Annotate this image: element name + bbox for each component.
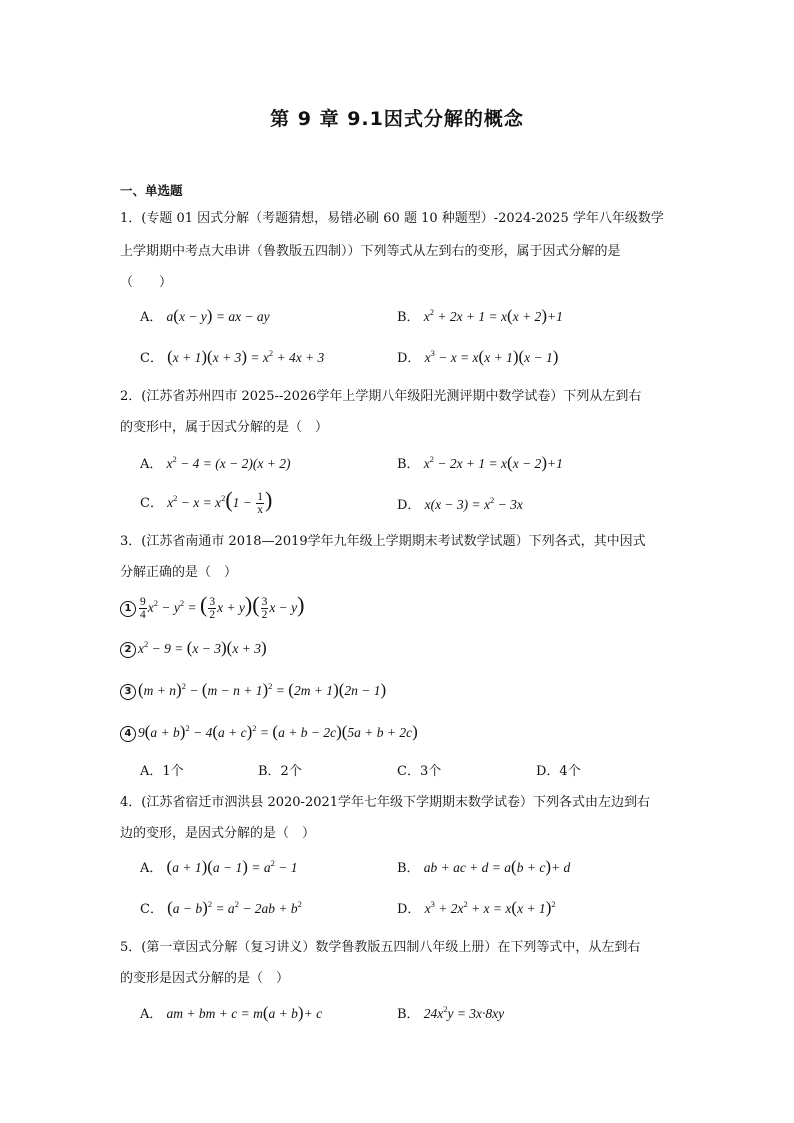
option-label: D．	[397, 498, 421, 513]
circled-number: 3	[120, 684, 136, 700]
q5-option-a[interactable]: A． am + bm + c = m(a + b)+ c	[140, 1003, 323, 1022]
q3-statement-3: 3 $(m + n)^2 - (m - n + 1)^2 = (2m + 1)(2n - 1)$	[120, 680, 386, 700]
section-heading: 一、单选题	[120, 183, 183, 198]
q3-statement-2: 2 $x^2 - 9 = (x - 3)(x + 3)$	[120, 638, 267, 658]
q1-option-b[interactable]: B． $x^2 + 2x + 1 = x(x + 2)+1$	[397, 306, 563, 325]
option-label: A．	[140, 310, 163, 325]
q2-line1: 2．(江苏省苏州四市 2025--2026学年上学期八年级阳光测评期中数学试卷）下列从左到右	[120, 389, 642, 404]
page-title: 第 9 章 9.1因式分解的概念	[270, 108, 524, 130]
q2-option-c[interactable]: C． $x^2 - x = x^2(1$ − $\frac{1}{x}$ )	[140, 487, 273, 517]
q4-option-a[interactable]: A． $(a + 1)(a - 1) = a^2 - 1$	[140, 857, 298, 876]
q5-line2: 的变形是因式分解的是（ ）	[120, 971, 290, 986]
q1-line3: （ ）	[120, 275, 173, 290]
q1-option-c[interactable]: C． $(x + 1)(x + 3) = x^2 + 4x + 3$	[140, 347, 325, 366]
q1-option-d[interactable]: D． $x^3 - x = x(x + 1)(x - 1)$	[397, 347, 559, 366]
q1-line2: 上学期期中考点大串讲（鲁教版五四制））下列等式从左到右的变形，属于因式分解的是	[120, 244, 621, 259]
q2-option-d[interactable]: D． $x(x - 3) = x^2 - 3x$	[397, 495, 523, 513]
option-label: B．	[397, 1007, 420, 1022]
q2-line2: 的变形中，属于因式分解的是（ ）	[120, 420, 329, 435]
option-label: C．	[140, 351, 163, 366]
option-label: D．	[397, 902, 421, 917]
circled-number: 4	[120, 726, 136, 742]
circled-number: 1	[120, 601, 136, 617]
q2-option-a[interactable]: A． $x^2 - 4 = (x - 2)(x + 2)$	[140, 454, 291, 472]
q4-option-c[interactable]: C． $(a - b)^2 = a^2 - 2ab + b^2$	[140, 898, 302, 917]
circled-number: 2	[120, 642, 136, 658]
option-label: B．	[397, 310, 420, 325]
q3-line2: 分解正确的是（ ）	[120, 565, 238, 580]
option-label: A．	[140, 861, 163, 876]
option-label: B．	[397, 861, 420, 876]
q4-line2: 边的变形，是因式分解的是（ ）	[120, 826, 316, 841]
option-label: D．	[397, 351, 421, 366]
q1-line1: 1．(专题 01 因式分解（考题猜想，易错必刷 60 题 10 种题型）-2024-2025 学年八年级数学	[120, 211, 664, 226]
q4-line1: 4．(江苏省宿迁市泗洪县 2020-2021学年七年级下学期期末数学试卷）下列各式由左边到右	[120, 795, 651, 810]
option-label: A．	[140, 457, 163, 472]
q3-option-b[interactable]: B．2个	[258, 764, 302, 779]
q3-option-d[interactable]: D．4个	[536, 764, 581, 779]
q3-option-c[interactable]: C．3个	[397, 764, 442, 779]
q3-statement-1: 1 $\frac{9}{4}$ $x^2 - y^2$ = ( $\frac{3}{2}$ x + y)( $\frac{3}{2}$ x − y)	[120, 592, 304, 621]
q3-statement-4: 4 $9(a + b)^2 - 4(a + c)^2 = (a + b - 2c)(5a + b + 2c)$	[120, 722, 418, 742]
q4-option-d[interactable]: D． $x^3 + 2x^2 + x = x(x + 1)^2$	[397, 898, 556, 917]
q2-option-b[interactable]: B． $x^2 - 2x + 1 = x(x - 2)+1$	[397, 453, 563, 472]
q5-option-b[interactable]: B． $24x^2y = 3x\cdot 8xy$	[397, 1004, 505, 1022]
q4-option-b[interactable]: B． ab + ac + d = a(b + c)+ d	[397, 857, 571, 876]
option-label: B．	[397, 457, 420, 472]
q3-line1: 3．(江苏省南通市 2018—2019学年九年级上学期期末考试数学试题）下列各式，其中因式	[120, 534, 646, 549]
q5-line1: 5．(第一章因式分解（复习讲义）数学鲁教版五四制八年级上册）在下列等式中，从左到右	[120, 940, 641, 955]
option-label: A．	[140, 1007, 163, 1022]
option-label: C．	[140, 496, 163, 511]
q3-option-a[interactable]: A．1个	[140, 764, 184, 779]
q1-option-a[interactable]: A． a(x − y) = ax − ay	[140, 306, 270, 325]
option-label: C．	[140, 902, 163, 917]
